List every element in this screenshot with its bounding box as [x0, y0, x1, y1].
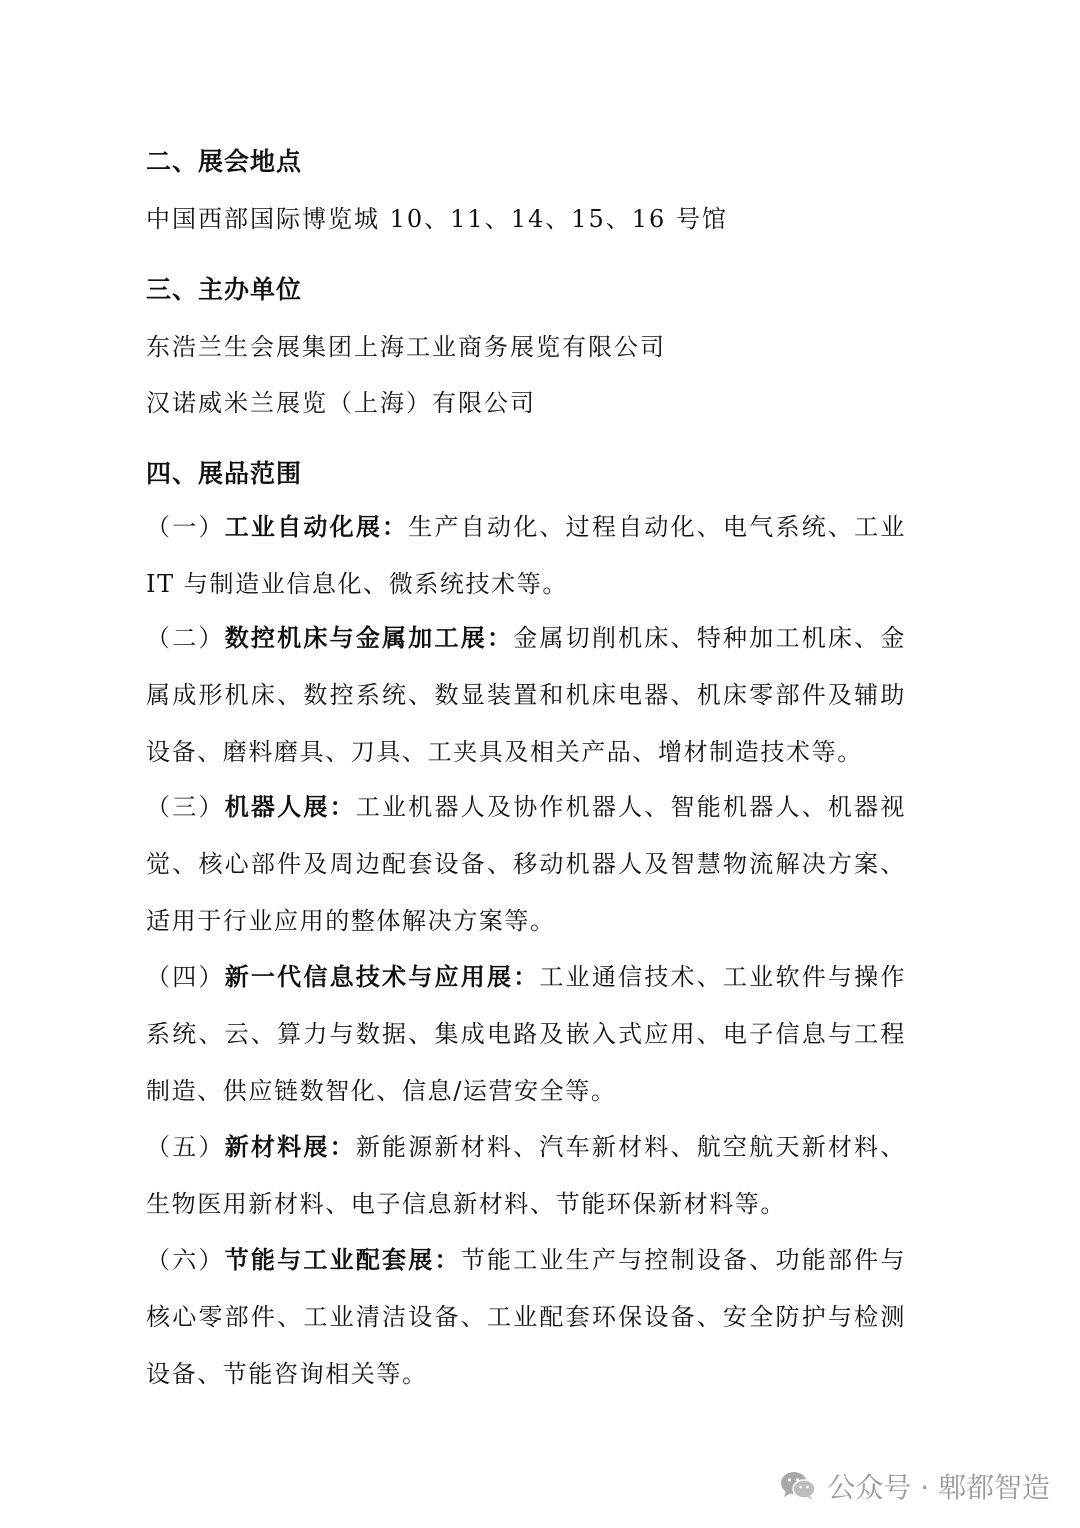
scope-item-title: 工业自动化展：: [224, 513, 409, 541]
scope-item-materials: [146, 1119, 906, 1233]
watermark-text: 公众号 · 郫都智造: [827, 1471, 1050, 1504]
scope-item-prefix: （五）: [146, 1133, 225, 1161]
scope-item-title: 新材料展：: [224, 1133, 356, 1161]
scope-item-cnc: [146, 610, 906, 781]
scope-item-prefix: （四）: [146, 963, 225, 991]
scope-item-robot: [146, 779, 906, 950]
scope-item-energy: [146, 1232, 906, 1403]
scope-item-it: [146, 949, 906, 1120]
wechat-watermark: [779, 1466, 1050, 1506]
scope-item-body: 生产自动化、过程自动化、电气系统、工业 IT 与制造业信息化、微系统技术等。: [146, 513, 906, 598]
scope-item-body: 节能工业生产与控制设备、功能部件与核心零部件、工业清洁设备、工业配套环保设备、安全防护与检测设备、节能咨询相关等。: [146, 1246, 906, 1388]
scope-item-prefix: （三）: [146, 793, 225, 821]
scope-item-title: 新一代信息技术与应用展：: [224, 963, 540, 991]
organizer-item: 汉诺威米兰展览（上海）有限公司: [146, 389, 536, 417]
wechat-icon: [779, 1470, 817, 1502]
scope-item-title: 节能与工业配套展：: [224, 1246, 461, 1274]
scope-item-body: 工业机器人及协作机器人、智能机器人、机器视觉、核心部件及周边配套设备、移动机器人及智慧物流解决方案、适用于行业应用的整体解决方案等。: [146, 793, 906, 935]
scope-item-prefix: （一）: [146, 513, 225, 541]
scope-item-prefix: （二）: [146, 624, 225, 652]
location-text: 中国西部国际博览城 10、11、14、15、16 号馆: [146, 205, 728, 233]
scope-heading: 四、展品范围: [146, 459, 303, 488]
scope-item-body: 金属切削机床、特种加工机床、金属成形机床、数控系统、数显装置和机床电器、机床零部件及辅助设备、磨料磨具、刀具、工夹具及相关产品、增材制造技术等。: [146, 624, 906, 766]
scope-item-prefix: （六）: [146, 1246, 225, 1274]
location-heading: 二、展会地点: [146, 147, 303, 176]
scope-item-body: 新能源新材料、汽车新材料、航空航天新材料、生物医用新材料、电子信息新材料、节能环保新材料等。: [146, 1133, 906, 1218]
scope-item-body: 工业通信技术、工业软件与操作系统、云、算力与数据、集成电路及嵌入式应用、电子信息与工程制造、供应链数智化、信息/运营安全等。: [146, 963, 906, 1105]
scope-item-title: 数控机床与金属加工展：: [224, 624, 514, 652]
scope-item-title: 机器人展：: [224, 793, 356, 821]
organizer-item: 东浩兰生会展集团上海工业商务展览有限公司: [146, 333, 666, 361]
scope-item-automation: [146, 499, 906, 613]
organizers-heading: 三、主办单位: [146, 275, 303, 304]
